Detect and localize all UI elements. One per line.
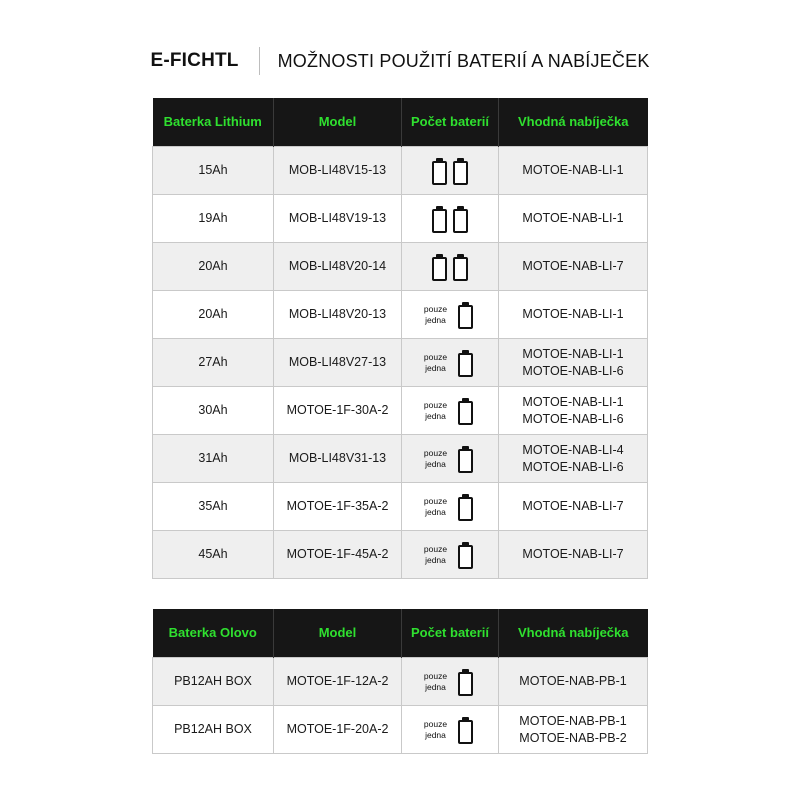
model-cell: MOTOE-1F-45A-2 [274,531,402,579]
column-header-battery: Baterka Olovo [153,609,274,658]
battery-icons [455,445,476,473]
table-row [153,435,648,483]
charger-cell [499,339,648,387]
charger-cell [499,147,648,195]
battery-icon [458,401,473,425]
table-row [153,658,648,706]
only-one-word: jedna [425,410,446,421]
only-one-label [424,719,447,741]
battery-count-cell [402,147,499,195]
table-row [153,483,648,531]
charger-model: MOTOE-NAB-LI-4 [522,442,624,457]
charger-model: MOTOE-NAB-PB-2 [519,730,627,745]
battery-capacity-cell: 45Ah [153,531,274,579]
only-one-word: jedna [425,681,446,692]
only-one-label [424,448,447,470]
model-cell: MOB-LI48V20-13 [274,291,402,339]
charger-model: MOTOE-NAB-LI-1 [522,307,624,321]
charger-model: MOTOE-NAB-PB-1 [519,674,627,688]
only-one-word: pouze [423,495,448,506]
brand-name: E-FICHTL [150,50,239,71]
battery-icon [432,257,447,281]
document-title: MOŽNOSTI POUŽITÍ BATERIÍ A NABÍJEČEK [277,50,650,71]
only-one-word: pouze [423,447,448,458]
document-header [0,44,800,78]
battery-capacity-cell: 20Ah [153,291,274,339]
model-cell: MOTOE-1F-35A-2 [274,483,402,531]
column-header-charger: Vhodná nabíječka [499,609,648,658]
battery-count-cell [402,658,499,706]
battery-icons [455,397,476,425]
battery-icon [458,449,473,473]
only-one-word: pouze [423,303,448,314]
battery-capacity-cell: 35Ah [153,483,274,531]
battery-icon [432,161,447,185]
charger-cell [499,706,648,754]
model-cell: MOB-LI48V19-13 [274,195,402,243]
only-one-label [424,352,447,374]
column-header-count: Počet baterií [402,609,499,658]
battery-icon [458,545,473,569]
column-header-count: Počet baterií [402,98,499,147]
battery-icons [455,541,476,569]
battery-capacity-cell: PB12AH BOX [153,658,274,706]
battery-icon [458,720,473,744]
model-cell: MOB-LI48V31-13 [274,435,402,483]
table-row [153,531,648,579]
header-divider [259,47,260,75]
battery-icons [429,157,471,185]
model-cell: MOTOE-1F-30A-2 [274,387,402,435]
charger-model: MOTOE-NAB-LI-6 [522,363,624,378]
charger-model: MOTOE-NAB-LI-6 [522,411,624,426]
charger-model: MOTOE-NAB-LI-6 [522,459,624,474]
charger-cell [499,658,648,706]
battery-capacity-cell: 30Ah [153,387,274,435]
battery-icon [458,672,473,696]
battery-count-cell [402,706,499,754]
battery-icon [458,305,473,329]
battery-icon [453,257,468,281]
charger-cell [499,483,648,531]
charger-model: MOTOE-NAB-LI-1 [522,211,624,225]
battery-icons [455,668,476,696]
lithium-battery-table [152,98,648,579]
battery-count-cell [402,387,499,435]
battery-count-cell [402,195,499,243]
table-row [153,243,648,291]
battery-capacity-cell: 20Ah [153,243,274,291]
model-cell: MOTOE-1F-12A-2 [274,658,402,706]
battery-count-cell [402,291,499,339]
only-one-word: jedna [425,458,446,469]
battery-count-cell [402,243,499,291]
battery-capacity-cell: 31Ah [153,435,274,483]
column-header-charger: Vhodná nabíječka [499,98,648,147]
battery-capacity-cell: 27Ah [153,339,274,387]
only-one-label [424,671,447,693]
battery-capacity-cell: 19Ah [153,195,274,243]
battery-icon [453,209,468,233]
charger-cell [499,195,648,243]
only-one-word: pouze [423,543,448,554]
battery-icons [429,253,471,281]
charger-cell [499,435,648,483]
battery-icons [429,205,471,233]
only-one-word: pouze [423,670,448,681]
charger-model: MOTOE-NAB-PB-1 [519,713,627,728]
model-cell: MOTOE-1F-20A-2 [274,706,402,754]
only-one-word: jedna [425,314,446,325]
battery-icon [432,209,447,233]
table-row [153,195,648,243]
table-row [153,147,648,195]
charger-cell [499,243,648,291]
column-header-model: Model [274,98,402,147]
battery-count-cell [402,435,499,483]
only-one-label [424,304,447,326]
table-row [153,387,648,435]
only-one-word: jedna [425,362,446,373]
table-header-row [153,98,648,147]
table-row [153,291,648,339]
charger-model: MOTOE-NAB-LI-7 [522,259,624,273]
battery-icon [458,353,473,377]
charger-model: MOTOE-NAB-LI-7 [522,547,624,561]
battery-capacity-cell: 15Ah [153,147,274,195]
charger-model: MOTOE-NAB-LI-1 [522,163,624,177]
model-cell: MOB-LI48V15-13 [274,147,402,195]
only-one-label [424,496,447,518]
battery-capacity-cell: PB12AH BOX [153,706,274,754]
battery-icons [455,493,476,521]
charger-model: MOTOE-NAB-LI-1 [522,346,624,361]
battery-icons [455,716,476,744]
only-one-word: jedna [425,729,446,740]
only-one-word: jedna [425,506,446,517]
battery-icon [453,161,468,185]
only-one-label [424,400,447,422]
only-one-word: pouze [423,351,448,362]
charger-cell [499,531,648,579]
model-cell: MOB-LI48V27-13 [274,339,402,387]
charger-model: MOTOE-NAB-LI-7 [522,499,624,513]
battery-icon [458,497,473,521]
only-one-word: jedna [425,554,446,565]
battery-count-cell [402,483,499,531]
charger-cell [499,387,648,435]
battery-count-cell [402,531,499,579]
table-row [153,339,648,387]
column-header-battery: Baterka Lithium [153,98,274,147]
column-header-model: Model [274,609,402,658]
only-one-word: pouze [423,399,448,410]
table-row [153,706,648,754]
charger-model: MOTOE-NAB-LI-1 [522,394,624,409]
model-cell: MOB-LI48V20-14 [274,243,402,291]
lead-battery-table [152,609,648,754]
only-one-word: pouze [423,718,448,729]
battery-icons [455,349,476,377]
battery-icons [455,301,476,329]
charger-cell [499,291,648,339]
only-one-label [424,544,447,566]
table-header-row [153,609,648,658]
battery-count-cell [402,339,499,387]
